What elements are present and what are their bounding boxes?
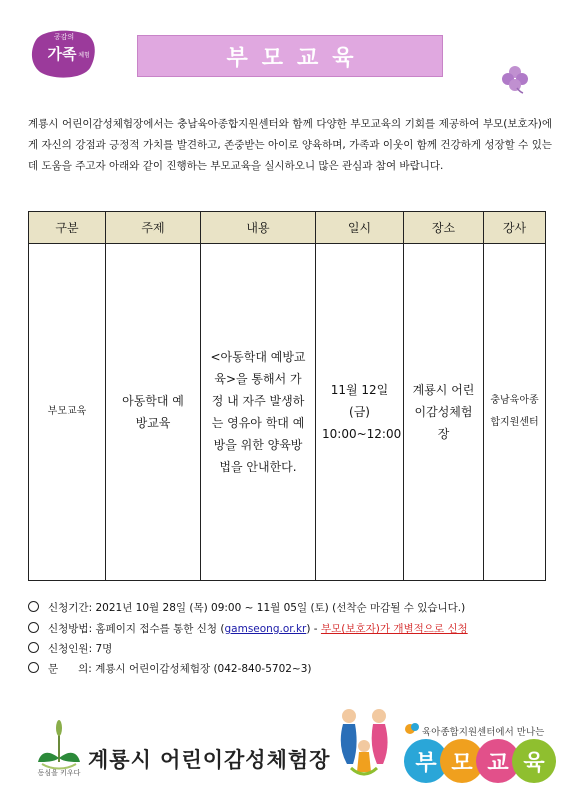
info-method <box>28 619 558 639</box>
partner-logo-icon <box>404 721 420 737</box>
table-header-row <box>29 212 546 244</box>
method-prefix: 홈페이지 접수를 통한 신청 ( <box>95 623 225 635</box>
header-place: 장소 <box>404 212 484 244</box>
contact-label: 문 의: <box>48 663 92 675</box>
header-content: 내용 <box>201 212 316 244</box>
page-title: 부모교육 <box>226 45 368 71</box>
org-slogan: 동심을 키우다 <box>37 769 81 777</box>
schedule-table <box>28 211 546 581</box>
bumo-gyoyuk-circles <box>404 737 554 785</box>
bullet-circle-icon <box>28 642 39 653</box>
count-label: 신청인원: <box>48 643 93 655</box>
family-logo <box>28 28 98 80</box>
circle-char-3: 교 <box>476 739 520 783</box>
bullet-circle-icon <box>28 622 39 633</box>
cell-place: 계룡시 어린이감성체험장 <box>404 244 484 581</box>
period-label: 신청기간: <box>48 602 93 614</box>
clover-icon <box>500 64 530 94</box>
circle-char-4: 육 <box>512 739 556 783</box>
bullet-circle-icon <box>28 601 39 612</box>
cell-date: 11월 12일(금) 10:00~12:00 <box>316 244 404 581</box>
header-category: 구분 <box>29 212 106 244</box>
info-contact <box>28 659 558 679</box>
circle-char-1: 부 <box>404 739 448 783</box>
table-row <box>29 244 546 581</box>
org-name-logo: 계룡시 어린이감성체험장 <box>88 747 331 772</box>
homepage-link[interactable]: gamseong.or.kr <box>224 623 307 635</box>
header-topic: 주제 <box>106 212 201 244</box>
method-label: 신청방법: <box>48 623 93 635</box>
info-count <box>28 639 558 659</box>
bullet-circle-icon <box>28 662 39 673</box>
org-sprout-logo <box>36 718 82 780</box>
cell-instructor: 충남육아종합지원센터 <box>484 244 546 581</box>
cell-topic: 아동학대 예방교육 <box>106 244 201 581</box>
circle-char-2: 모 <box>440 739 484 783</box>
partner-tagline: 육아종합지원센터에서 만나는 <box>422 727 545 738</box>
title-banner <box>137 35 443 77</box>
count-value: 7명 <box>95 643 113 655</box>
header-instructor: 강사 <box>484 212 546 244</box>
intro-paragraph: 계룡시 어린이감성체험장에서는 충남육아종합지원센터와 함께 다양한 부모교육의 기회를 제공하여 부모(보호자)에게 자신의 강점과 긍정적 가치를 발견하고, 존중받는 아이로 양육하며, 가족과 이웃이 함께 건강하게 성장할 수 있는데 도움을 주고자 아래와 같이 진행하는 부모교육을 실시하오니 많은 관심과 참여 바랍니다. <box>28 118 552 172</box>
contact-value: 계룡시 어린이감성체험장 (042-840-5702~3) <box>95 663 312 675</box>
logo-line3: 체험 <box>78 52 90 59</box>
logo-line2: 가족 <box>47 45 77 63</box>
logo-line1: 공감의 <box>53 33 75 41</box>
header-date: 일시 <box>316 212 404 244</box>
period-value: 2021년 10월 28일 (목) 09:00 ~ 11월 05일 (토) (선착순 마감될 수 있습니다.) <box>95 602 466 614</box>
cell-category: 부모교육 <box>29 244 106 581</box>
method-note: 부모(보호자)가 개별적으로 신청 <box>320 623 468 635</box>
cell-content: <아동학대 예방교육>을 통해서 가정 내 자주 발생하는 영유아 학대 예방을 위한 양육방법을 안내한다. <box>201 244 316 581</box>
info-period <box>28 598 558 618</box>
family-illustration <box>333 706 395 782</box>
method-suffix: ) - <box>306 623 318 635</box>
